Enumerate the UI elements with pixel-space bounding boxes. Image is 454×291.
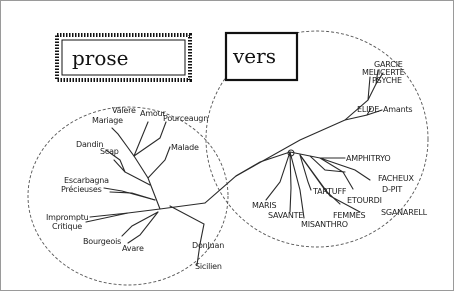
leaf-mariage: Mariage [92, 116, 123, 125]
leaf-amants: Amants [383, 105, 413, 114]
leaf-elide: ELIDE [357, 105, 380, 114]
leaf-amphitryo: AMPHITRYO [346, 154, 391, 163]
leaf-bourgeois: Bourgeois [83, 237, 122, 246]
tree-branches [86, 70, 383, 265]
leaf-psyche: PSYCHE [372, 76, 402, 85]
leaf-etourdi: ETOURDI [347, 196, 382, 205]
leaf-dandin: Dandin [76, 140, 104, 149]
vers-label: vers [233, 44, 276, 68]
leaf-facheux: FACHEUX [378, 174, 414, 183]
leaf-misanthro: MISANTHRO [301, 220, 348, 229]
leaf-savantes: SAVANTE [268, 211, 304, 220]
leaf-sicilien: Sicilien [195, 262, 222, 271]
leaf-amour: Amour [140, 109, 166, 118]
leaf-femmes: FEMMES [333, 211, 366, 220]
leaf-donjuan: DonJuan [192, 241, 225, 250]
leaf-melicerte: MELICERTE [362, 68, 405, 77]
leaf-impromptu: Impromptu [46, 213, 89, 222]
leaf-escarbagnas: Escarbagna [64, 176, 109, 185]
leaf-critique: Critique [52, 222, 82, 231]
leaf-garcie: GARCIE [374, 60, 403, 69]
leaf-precieuses: Précieuses [61, 185, 102, 194]
leaf-maris: MARIS [252, 201, 277, 210]
leaf-malade: Malade [171, 143, 199, 152]
leaf-dépit: D-PIT [382, 185, 403, 194]
leaf-tartuffe: TARTUFF [313, 187, 347, 196]
leaf-pourceaugn: Pourceaugn [163, 114, 209, 123]
leaf-scap: Scap [100, 147, 119, 156]
leaf-avare: Avare [122, 244, 144, 253]
leaf-valere: Valere [112, 106, 136, 115]
prose-label: prose [72, 46, 129, 70]
leaf-sganarelle: SGANARELL [381, 208, 427, 217]
